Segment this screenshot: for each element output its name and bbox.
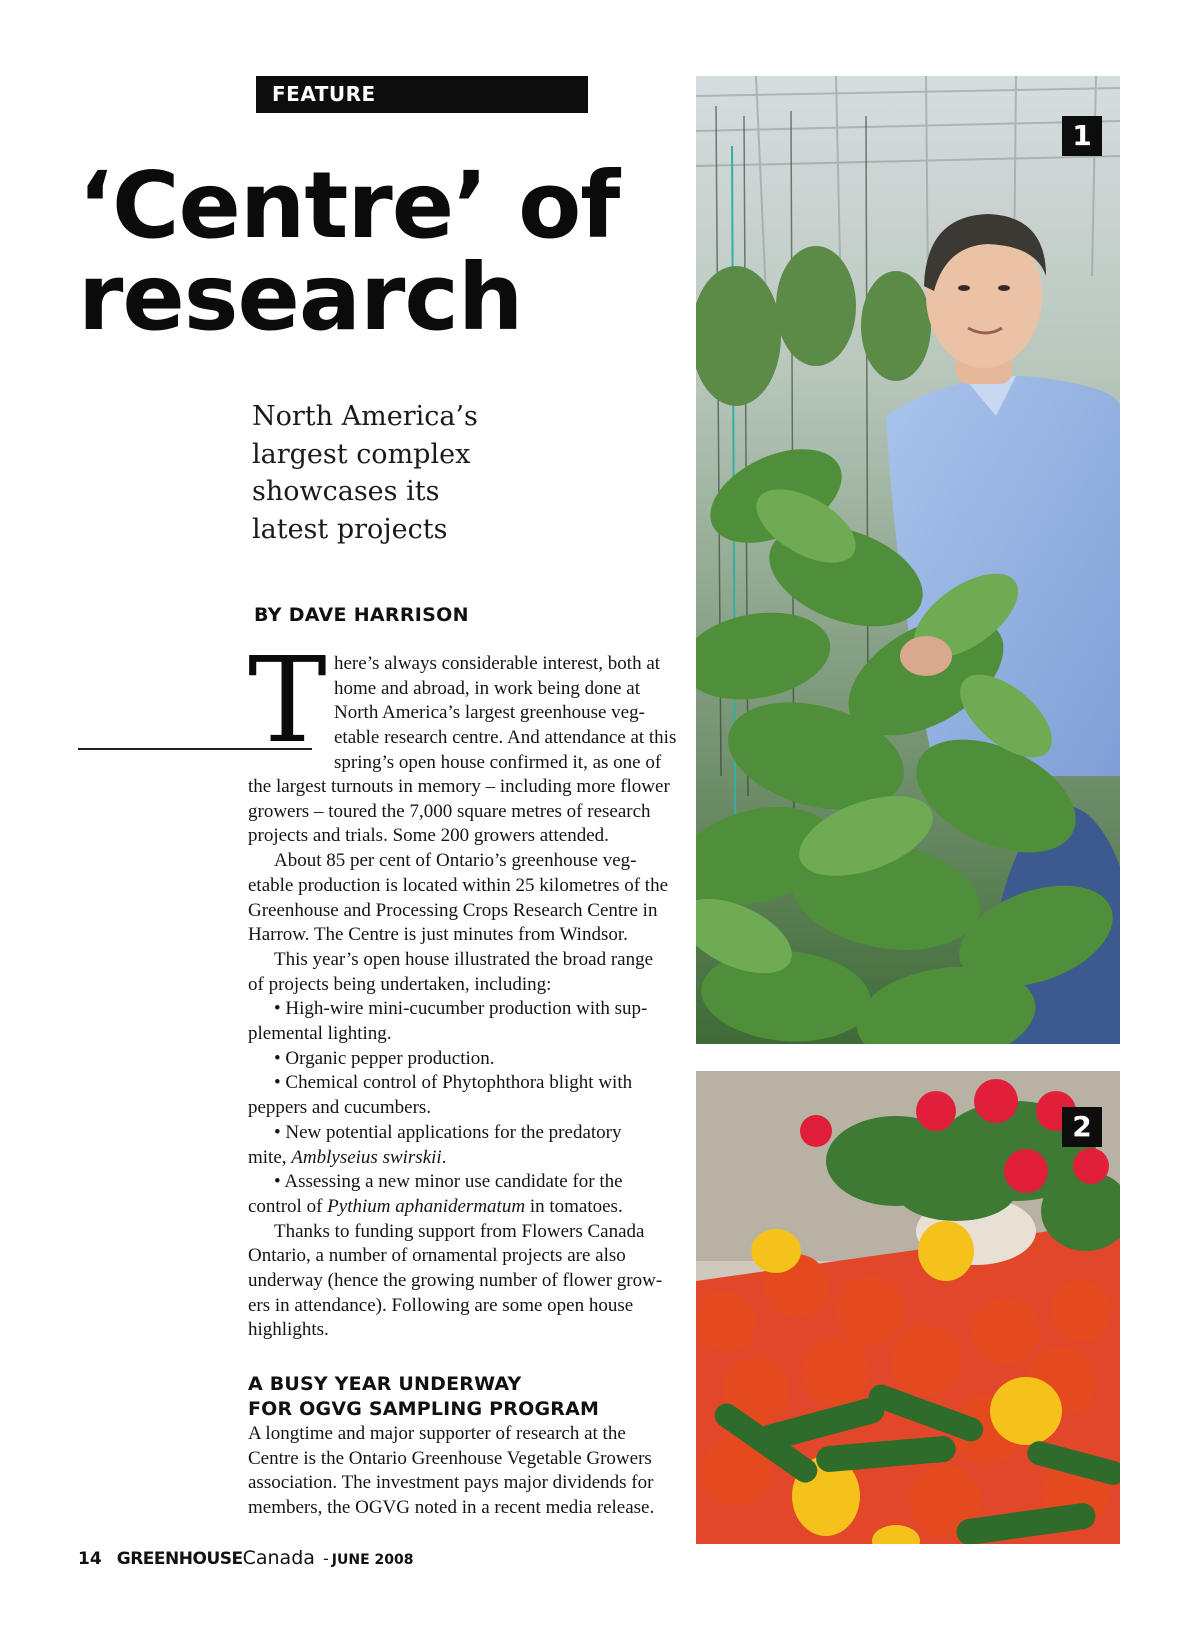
text-line: • High-wire mini-cucumber production with sup- — [274, 998, 648, 1020]
text-line: of projects being undertaken, including: — [248, 973, 552, 995]
bullet-item — [248, 1071, 670, 1120]
magazine-name-bold: GREENHOUSE — [116, 1549, 243, 1569]
drop-cap: T — [248, 631, 327, 769]
text-line: underway (hence the growing number of flower grow- — [248, 1270, 663, 1292]
text-line: Greenhouse and Processing Crops Research Centre in — [248, 899, 658, 921]
text-run: mite, — [248, 1146, 292, 1168]
text-line: etable production is located within 25 kilometres of the — [248, 874, 669, 896]
text-line: the largest turnouts in memory – including more flower — [248, 776, 670, 797]
deck-line: showcases its — [252, 476, 440, 507]
lead-paragraph — [334, 652, 676, 776]
text-line: plemental lighting. — [248, 1023, 392, 1045]
page-footer — [78, 1547, 414, 1569]
text-line: • Chemical control of Phytophthora blight with — [274, 1072, 633, 1094]
article-body — [248, 775, 670, 1343]
subheading-line: A BUSY YEAR UNDERWAY — [248, 1373, 522, 1395]
deck-line: largest complex — [252, 438, 471, 470]
deck — [252, 398, 512, 548]
italic-species-name: Amblyseius swirskii — [291, 1146, 442, 1168]
text-line — [248, 1146, 670, 1171]
divider-rule — [78, 748, 312, 750]
photo-researcher-greenhouse — [696, 76, 1120, 1044]
subsection-paragraph — [248, 1422, 654, 1521]
headline — [78, 152, 678, 351]
text-line: etable research centre. And attendance at this — [334, 727, 677, 749]
paragraph — [248, 1220, 670, 1344]
deck-line: North America’s — [252, 401, 478, 432]
bullet-item — [248, 1170, 670, 1219]
italic-species-name: Pythium aphanidermatum — [327, 1195, 526, 1217]
text-line — [248, 1195, 670, 1220]
text-line: here’s always considerable interest, both at — [334, 653, 661, 674]
text-line: Centre is the Ontario Greenhouse Vegetable Growers — [248, 1447, 652, 1469]
text-line: highlights. — [248, 1319, 329, 1341]
headline-line-2: research — [78, 244, 523, 351]
text-line: • New potential applications for the predatory — [274, 1121, 622, 1143]
section-label: FEATURE — [256, 76, 588, 113]
produce-photo-illustration — [696, 1071, 1120, 1544]
text-run: control of — [248, 1195, 328, 1217]
text-line: North America’s largest greenhouse veg- — [334, 702, 645, 724]
text-line: ers in attendance). Following are some open house — [248, 1294, 634, 1316]
text-line: • Organic pepper production. — [274, 1047, 495, 1069]
text-line: association. The investment pays major dividends for — [248, 1472, 654, 1494]
text-run: in tomatoes. — [525, 1195, 623, 1217]
paragraph — [248, 849, 670, 948]
bullet-item — [248, 1121, 670, 1170]
photo-produce-display — [696, 1071, 1120, 1544]
photo-number-badge: 2 — [1062, 1107, 1102, 1147]
text-line: Ontario, a number of ornamental projects are also — [248, 1245, 626, 1267]
headline-line-1: ‘Centre’ of — [78, 152, 620, 259]
page-number: 14 — [78, 1549, 102, 1569]
text-line: growers – toured the 7,000 square metres of research — [248, 800, 651, 822]
paragraph — [248, 948, 670, 997]
subheading-line: FOR OGVG SAMPLING PROGRAM — [248, 1398, 600, 1420]
bullet-item — [248, 1047, 670, 1072]
text-line: About 85 per cent of Ontario’s greenhouse veg- — [274, 850, 637, 872]
subheading — [248, 1372, 599, 1422]
text-line: This year’s open house illustrated the broad range — [274, 948, 654, 970]
text-line: Thanks to funding support from Flowers Canada — [274, 1220, 645, 1242]
paragraph — [248, 775, 670, 849]
bullet-item — [248, 997, 670, 1046]
text-line: A longtime and major supporter of research at the — [248, 1423, 626, 1444]
text-line: peppers and cucumbers. — [248, 1097, 432, 1119]
photo-number-badge: 1 — [1062, 116, 1102, 156]
issue-date: JUNE 2008 — [331, 1552, 414, 1568]
deck-line: latest projects — [252, 513, 448, 545]
text-line: home and abroad, in work being done at — [334, 677, 641, 699]
byline: BY DAVE HARRISON — [254, 604, 469, 626]
text-run: . — [441, 1146, 447, 1168]
text-line: • Assessing a new minor use candidate for the — [274, 1171, 623, 1193]
footer-separator: - — [323, 1549, 329, 1568]
text-line: members, the OGVG noted in a recent media release. — [248, 1497, 655, 1519]
text-line: Harrow. The Centre is just minutes from Windsor. — [248, 924, 628, 946]
text-line: projects and trials. Some 200 growers attended. — [248, 825, 609, 847]
magazine-name-light: Canada — [242, 1547, 315, 1569]
text-line: spring’s open house confirmed it, as one of — [334, 751, 662, 773]
greenhouse-photo-illustration — [696, 76, 1120, 1044]
